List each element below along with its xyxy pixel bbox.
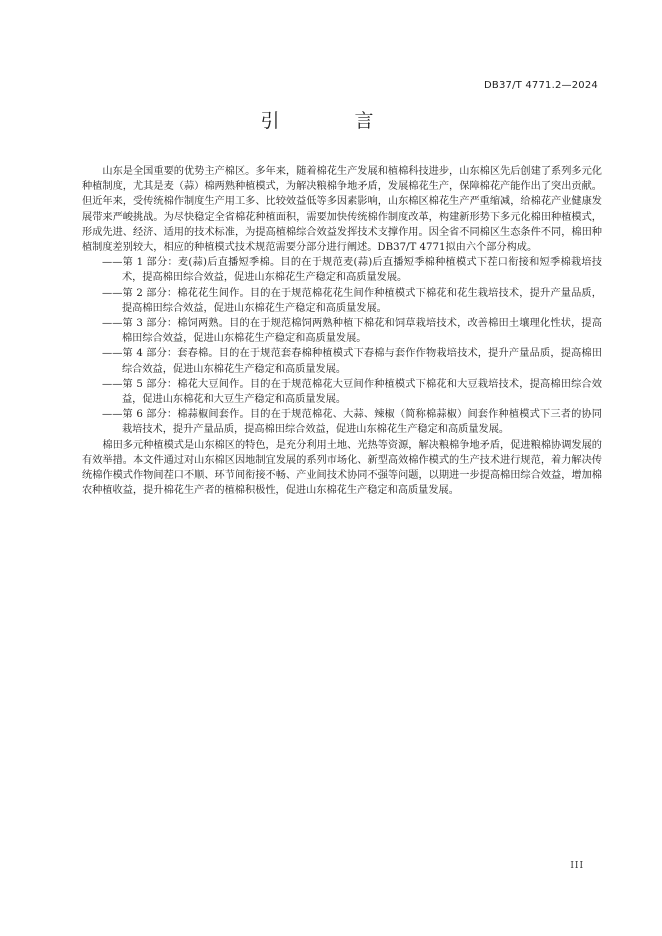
list-item-part-2: ——第 2 部分：棉花花生间作。目的在于规范棉花花生间作种植模式下棉花和花生栽培技术，提升产量品质，提高棉田综合效益，促进山东棉花生产稳定和高质量发展。 (102, 287, 602, 314)
page-title: 引 言 (260, 110, 402, 132)
document-body (82, 164, 602, 498)
list-item-part-3: ——第 3 部分：棉饲两熟。目的在于规范棉饲两熟种植下棉花和饲草栽培技术，改善棉田土壤理化性状，提高棉田综合效益，促进山东棉花生产稳定和高质量发展。 (102, 318, 602, 345)
closing-paragraph: 棉田多元种植模式是山东棉区的特色，是充分利用土地、光热等资源，解决粮棉争地矛盾，促进粮棉协调发展的有效举措。本文件通过对山东棉区因地制宜发展的系列市场化、新型高效棉作模式的生产技术进行规范，着力解决传统棉作模式作物间茬口不顺、环节间衔接不畅、产业间技术协同不强等问题，以期进一步提高棉田综合效益，增加棉农种植收益，提升棉花生产者的植棉积极性，促进山东棉花生产稳定和高质量发展。 (82, 439, 602, 497)
list-item-part-5: ——第 5 部分：棉花大豆间作。目的在于规范棉花大豆间作种植模式下棉花和大豆栽培技术，提高棉田综合效益，促进山东棉花和大豆生产稳定和高质量发展。 (102, 378, 602, 406)
standard-code: DB37/T 4771.2—2024 (484, 80, 598, 91)
intro-paragraph: 山东是全国重要的优势主产棉区。多年来，随着棉花生产发展和植棉科技进步，山东棉区先后创建了系列多元化种植制度，尤其是麦（蒜）棉两熟种植模式，为解决粮棉争地矛盾，发展棉花生产，保障棉花产能作出了突出贡献。但近年来，受传统棉作制度生产用工多、比较效益低等多因素影响，山东棉区棉花生产严重缩减，给棉花产业健康发展带来严峻挑战。为尽快稳定全省棉花种植面积，需要加快传统棉作制度改革，构建新形势下多元化棉田种植模式，形成先进、经济、适用的技术标准，为提高植棉综合效益发挥技术支撑作用。因全省不同棉区生态条件不同，棉田种植制度差别较大，相应的种植模式技术规范需要分部分进行阐述。DB37/T 4771拟由六个部分构成。 (82, 166, 602, 254)
list-item-part-4: ——第 4 部分：套春棉。目的在于规范套春棉种植模式下春棉与套作作物栽培技术，提升产量品质，提高棉田综合效益，促进山东棉花生产稳定和高质量发展。 (102, 348, 602, 375)
list-item-part-6: ——第 6 部分：棉蒜椒间套作。目的在于规范棉花、大蒜、辣椒（简称棉蒜椒）间套作种植模式下三者的协同栽培技术，提升产量品质，提高棉田综合效益，促进山东棉花生产稳定和高质量发展。 (102, 409, 602, 436)
list-item-part-1: ——第 1 部分：麦(蒜)后直播短季棉。目的在于规范麦(蒜)后直播短季棉种植模式下茬口衔接和短季棉栽培技术，提高棉田综合效益，促进山东棉花生产稳定和高质量发展。 (102, 257, 602, 284)
page-number: III (570, 861, 584, 871)
